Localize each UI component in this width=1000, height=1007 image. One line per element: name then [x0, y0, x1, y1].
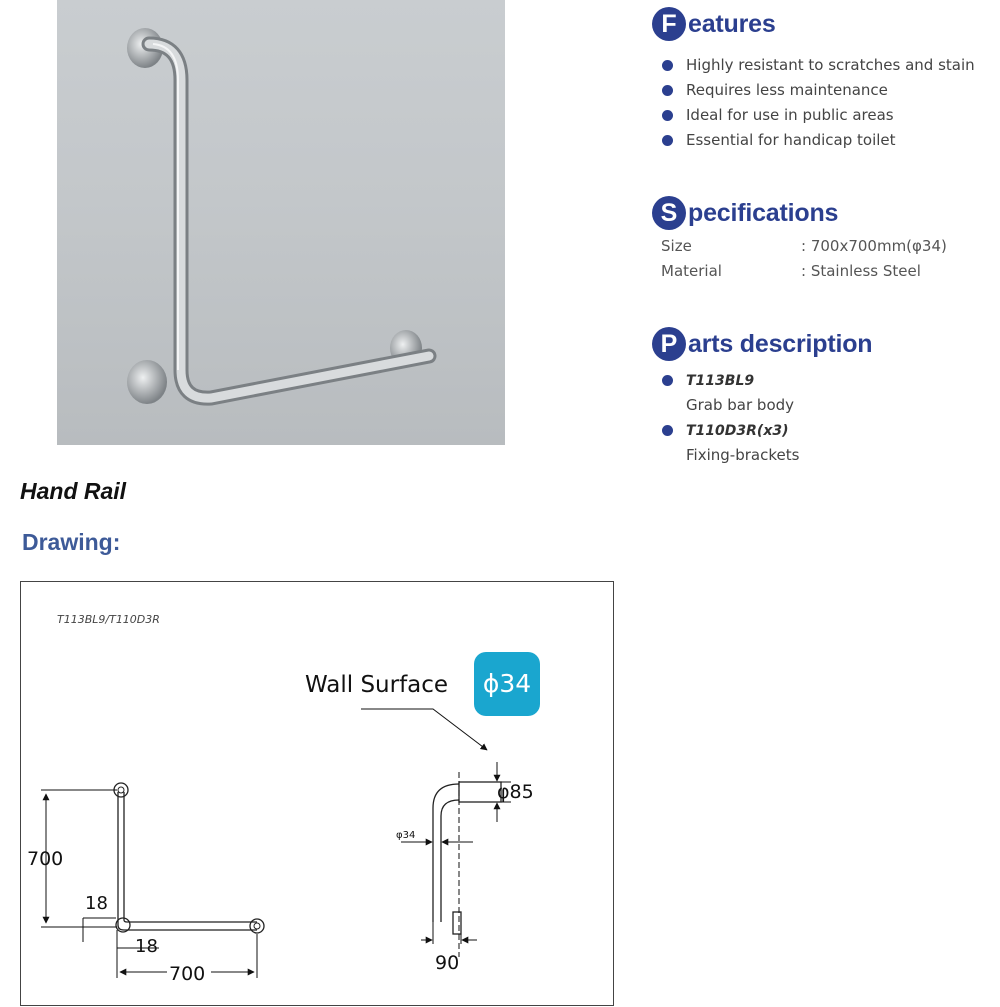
list-item: Ideal for use in public areas [652, 103, 975, 128]
model-label: T113BL9/T110D3R [57, 613, 160, 626]
bullet-icon [662, 425, 673, 436]
part-code: T113BL9 [686, 373, 755, 389]
parts-title: arts description [688, 329, 873, 358]
specifications-title: pecifications [688, 198, 839, 227]
dim-flange-label: φ85 [497, 781, 534, 803]
dim-height-label: 700 [27, 848, 64, 870]
bullet-icon [662, 375, 673, 386]
parts-list [652, 418, 872, 443]
specifications-badge: S [652, 196, 686, 230]
dim-depth-label: 90 [435, 952, 460, 974]
bullet-icon [662, 110, 673, 121]
features-title: eatures [688, 9, 776, 38]
wall-surface-leader [361, 709, 487, 750]
product-name: Hand Rail [20, 478, 127, 504]
parts-section [652, 326, 872, 468]
features-section [652, 6, 975, 153]
dim-tube-label: φ34 [396, 830, 416, 841]
bullet-icon [662, 135, 673, 146]
wall-surface-label: Wall Surface [305, 672, 449, 698]
list-item [652, 418, 872, 443]
corner-bracket [127, 360, 167, 404]
diameter-badge-label: ϕ34 [482, 669, 532, 698]
part-code: T110D3R(x3) [686, 423, 789, 439]
features-list [652, 53, 975, 153]
dim-width-label: 700 [169, 963, 206, 985]
dim-offset-h-label: 18 [135, 936, 158, 957]
part-description: Fixing-brackets [686, 446, 800, 464]
spec-row-material: Material : Stainless Steel [661, 262, 921, 280]
specifications-section [652, 195, 947, 284]
bullet-icon [662, 85, 673, 96]
front-view [27, 783, 264, 985]
spec-row-size: Size : 700x700mm(φ34) [661, 237, 947, 255]
drawing-heading: Drawing: [22, 529, 121, 555]
bullet-icon [662, 60, 673, 71]
side-view [396, 762, 534, 974]
list-item: Highly resistant to scratches and stain [652, 53, 975, 78]
part-description: Grab bar body [686, 396, 795, 414]
list-item: Requires less maintenance [652, 78, 975, 103]
grab-bar [149, 44, 429, 398]
parts-list [652, 368, 872, 393]
list-item [652, 368, 872, 393]
technical-drawing [20, 581, 614, 1006]
dim-offset-v-label: 18 [85, 893, 108, 914]
features-badge: F [652, 7, 686, 41]
list-item: Essential for handicap toilet [652, 128, 975, 153]
product-photo [57, 0, 505, 445]
parts-badge: P [652, 327, 686, 361]
